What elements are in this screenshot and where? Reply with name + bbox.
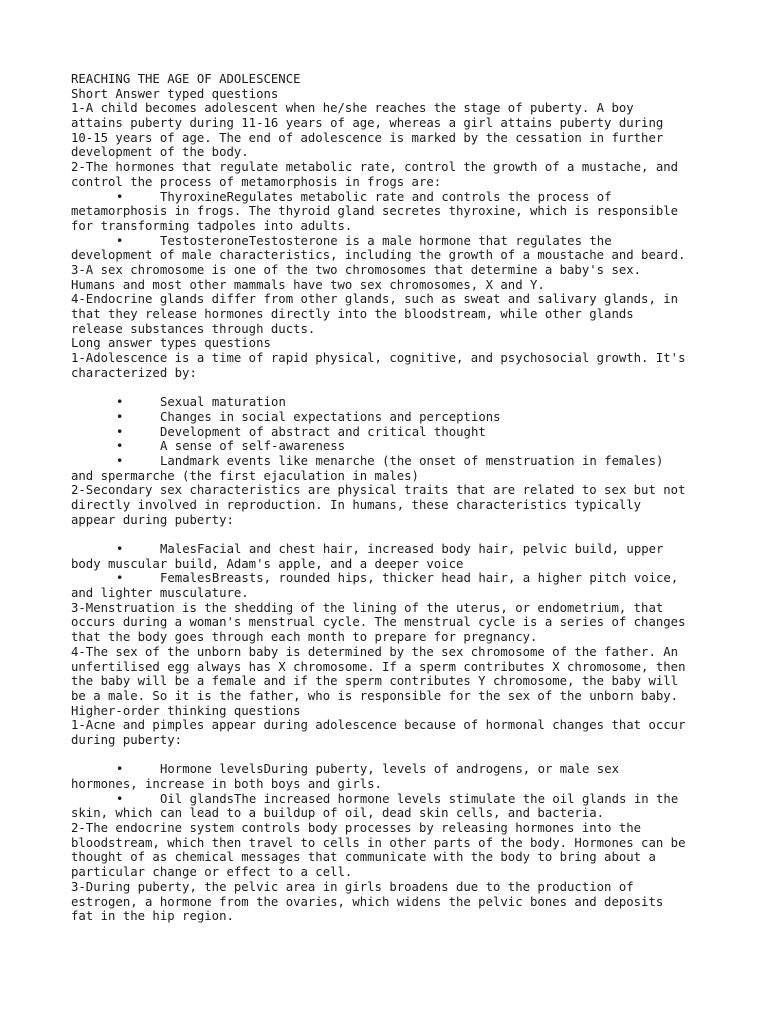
text-line: during puberty:: [71, 732, 183, 747]
text-line: directly involved in reproduction. In humans, these characteristics typically: [71, 497, 642, 512]
bullet-item: [71, 439, 711, 454]
bullet-text: Changes in social expectations and perceptions: [160, 409, 501, 424]
bullet-text: ThyroxineRegulates metabolic rate and controls the process of: [160, 189, 612, 204]
section-heading: Short Answer typed questions: [71, 86, 279, 101]
blank-line: [71, 527, 711, 542]
text-line: attains puberty during 11-16 years of age, whereas a girl attains puberty during: [71, 116, 664, 131]
bullet-item: [71, 410, 711, 425]
text-line: release substances through ducts.: [71, 321, 316, 336]
text-line: and lighter musculature.: [71, 586, 249, 601]
document-page: [71, 72, 711, 924]
text-line: estrogen, a hormone from the ovaries, which widens the pelvic bones and deposits: [71, 894, 664, 909]
bullet-item: [71, 571, 711, 586]
text-line: characterized by:: [71, 365, 197, 380]
text-line: thought of as chemical messages that communicate with the body to bring about a: [71, 850, 656, 865]
bullet-item: [71, 395, 711, 410]
bullet-item: [71, 792, 711, 807]
section-heading: Higher-order thinking questions: [71, 703, 301, 718]
bullet-marker: •: [116, 424, 124, 439]
text-line: development of male characteristics, including the growth of a moustache and beard.: [71, 248, 686, 263]
text-line: skin, which can lead to a buildup of oil, dead skin cells, and bacteria.: [71, 806, 605, 821]
text-line: unfertilised egg always has X chromosome. If a sperm contributes X chromosome, then: [71, 659, 686, 674]
bullet-text: Development of abstract and critical thought: [160, 424, 486, 439]
bullet-text: TestosteroneTestosterone is a male hormone that regulates the: [160, 233, 612, 248]
bullet-marker: •: [116, 395, 124, 410]
text-line: 4-Endocrine glands differ from other glands, such as sweat and salivary glands, in: [71, 292, 679, 307]
bullet-marker: •: [116, 791, 124, 806]
text-line: that they release hormones directly into the bloodstream, while other glands: [71, 307, 634, 321]
text-line: 1-A child becomes adolescent when he/she reaches the stage of puberty. A boy: [71, 101, 634, 116]
bullet-marker: •: [116, 189, 124, 204]
text-line: 2-The hormones that regulate metabolic rate, control the growth of a mustache, and: [71, 160, 679, 175]
text-line: hormones, increase in both boys and girls.: [71, 777, 382, 791]
bullet-item: [71, 234, 711, 249]
text-line: the baby will be a female and if the sperm contributes Y chromosome, the baby will: [71, 674, 679, 689]
blank-line: [71, 748, 711, 763]
text-line: 10-15 years of age. The end of adolescence is marked by the cessation in further: [71, 130, 664, 145]
text-line: fat in the hip region.: [71, 909, 234, 924]
bullet-item: [71, 425, 711, 440]
text-line: 2-The endocrine system controls body processes by releasing hormones into the: [71, 821, 642, 836]
text-line: body muscular build, Adam's apple, and a deeper voice: [71, 556, 464, 571]
bullet-marker: •: [116, 542, 124, 556]
bullet-item: [71, 542, 711, 557]
bullet-text: MalesFacial and chest hair, increased body hair, pelvic build, upper: [160, 542, 664, 556]
text-line: appear during puberty:: [71, 512, 234, 527]
bullet-item: [71, 190, 711, 205]
text-line: 1-Acne and pimples appear during adolescence because of hormonal changes that occur: [71, 718, 686, 733]
bullet-marker: •: [116, 439, 124, 454]
text-line: bloodstream, which then travel to cells in other parts of the body. Hormones can be: [71, 835, 686, 850]
bullet-text: Landmark events like menarche (the onset of menstruation in females): [160, 453, 664, 468]
bullet-item: [71, 762, 711, 777]
text-line: and spermarche (the first ejaculation in males): [71, 468, 419, 483]
bullet-item: [71, 454, 711, 469]
bullet-text: Sexual maturation: [160, 395, 286, 410]
text-line: 3-Menstruation is the shedding of the lining of the uterus, or endometrium, that: [71, 600, 664, 615]
bullet-marker: •: [116, 409, 124, 424]
text-line: metamorphosis in frogs. The thyroid gland secretes thyroxine, which is responsible: [71, 204, 679, 219]
text-line: 3-During puberty, the pelvic area in girls broadens due to the production of: [71, 879, 634, 894]
text-line: Humans and most other mammals have two sex chromosomes, X and Y.: [71, 277, 545, 292]
text-line: be a male. So it is the father, who is responsible for the sex of the unborn baby.: [71, 688, 679, 703]
bullet-text: FemalesBreasts, rounded hips, thicker head hair, a higher pitch voice,: [160, 571, 679, 586]
bullet-text: Hormone levelsDuring puberty, levels of androgens, or male sex: [160, 762, 620, 777]
text-line: 1-Adolescence is a time of rapid physical, cognitive, and psychosocial growth. It's: [71, 351, 686, 366]
text-line: 4-The sex of the unborn baby is determined by the sex chromosome of the father. An: [71, 644, 679, 659]
text-line: occurs during a woman's menstrual cycle. The menstrual cycle is a series of changes: [71, 615, 686, 630]
bullet-marker: •: [116, 571, 124, 586]
bullet-marker: •: [116, 762, 124, 777]
text-line: for transforming tadpoles into adults.: [71, 218, 353, 233]
text-line: 3-A sex chromosome is one of the two chromosomes that determine a baby's sex.: [71, 262, 642, 277]
text-line: control the process of metamorphosis in frogs are:: [71, 174, 442, 189]
text-line: development of the body.: [71, 145, 249, 160]
bullet-marker: •: [116, 453, 124, 468]
bullet-text: Oil glandsThe increased hormone levels stimulate the oil glands in the: [160, 791, 679, 806]
section-heading: Long answer types questions: [71, 336, 271, 351]
text-line: 2-Secondary sex characteristics are physical traits that are related to sex but not: [71, 483, 686, 498]
blank-line: [71, 380, 711, 395]
bullet-text: A sense of self-awareness: [160, 439, 346, 454]
text-line: that the body goes through each month to prepare for pregnancy.: [71, 630, 538, 645]
text-line: particular change or effect to a cell.: [71, 865, 353, 880]
document-title: REACHING THE AGE OF ADOLESCENCE: [71, 72, 301, 86]
bullet-marker: •: [116, 233, 124, 248]
